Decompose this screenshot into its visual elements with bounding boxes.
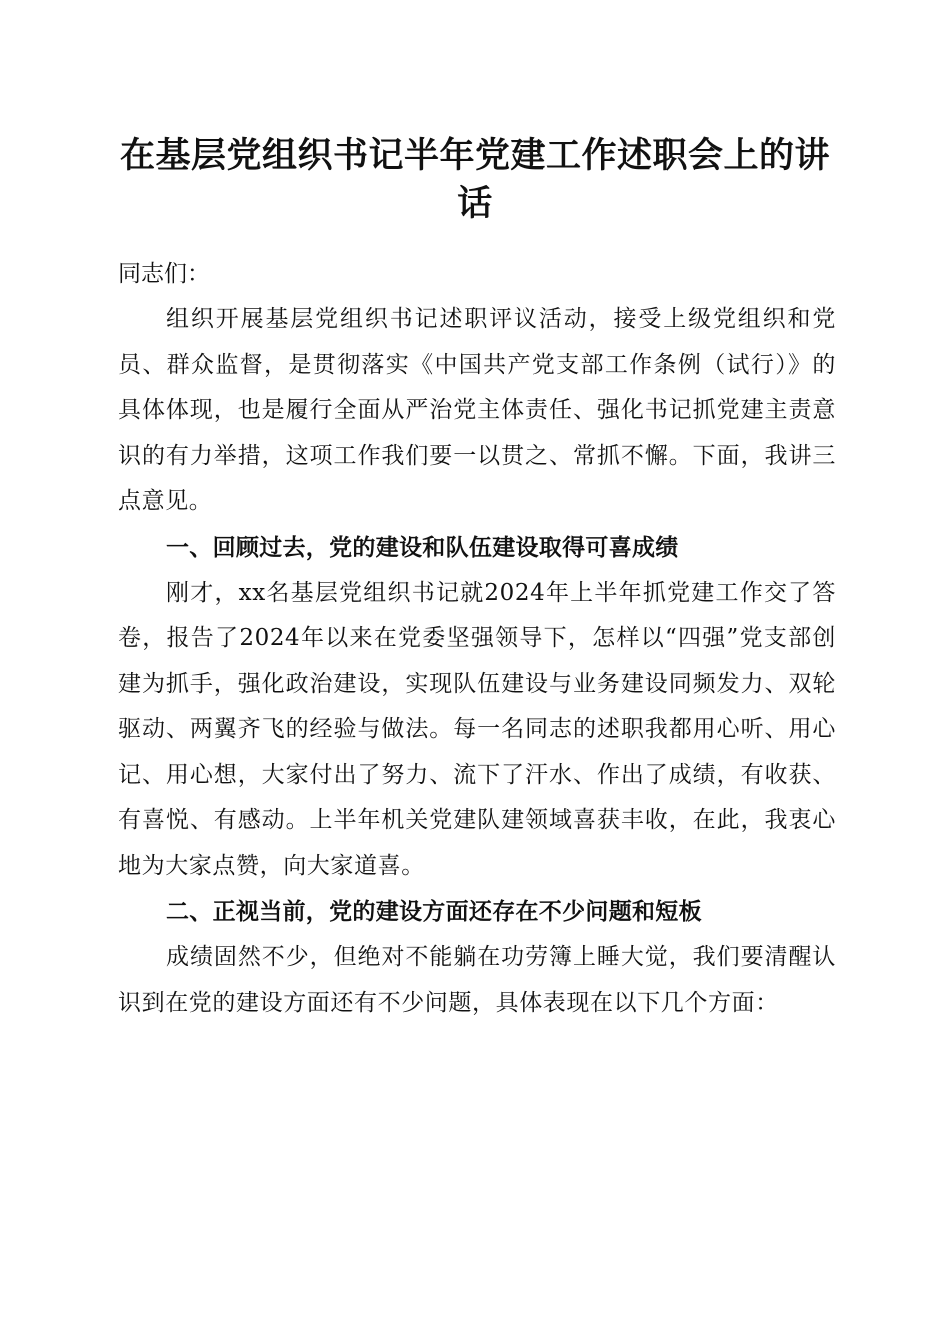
document-body: [118, 251, 836, 1026]
section-1-heading: 一、回顾过去，党的建设和队伍建设取得可喜成绩: [166, 534, 679, 561]
salutation: 同志们：: [118, 261, 210, 287]
section-1-paragraph: 刚才，xx名基层党组织书记就2024年上半年抓党建工作交了答卷，报告了2024年以来在党委坚强领导下，怎样以“四强”党支部创建为抓手，强化政治建设，实现队伍建设与业务建设同频发力、双轮驱动、两翼齐飞的经验与做法。每一名同志的述职我都用心听、用心记、用心想，大家付出了努力、流下了汗水、作出了成绩，有收获、有喜悦、有感动。上半年机关党建队建领域喜获丰收，在此，我衷心地为大家点赞，向大家道喜。: [118, 579, 836, 879]
intro-paragraph: 组织开展基层党组织书记述职评议活动，接受上级党组织和党员、群众监督，是贯彻落实《中国共产党支部工作条例（试行）》的具体体现，也是履行全面从严治党主体责任、强化书记抓党建主责意识的有力举措，这项工作我们要一以贯之、常抓不懈。下面，我讲三点意见。: [118, 306, 836, 514]
section-2-paragraph: 成绩固然不少，但绝对不能躺在功劳簿上睡大觉，我们要清醒认识到在党的建设方面还有不少问题，具体表现在以下几个方面：: [118, 944, 836, 1016]
document-title: 在基层党组织书记半年党建工作述职会上的讲话: [119, 135, 830, 224]
section-2-heading: 二、正视当前，党的建设方面还存在不少问题和短板: [166, 899, 702, 925]
